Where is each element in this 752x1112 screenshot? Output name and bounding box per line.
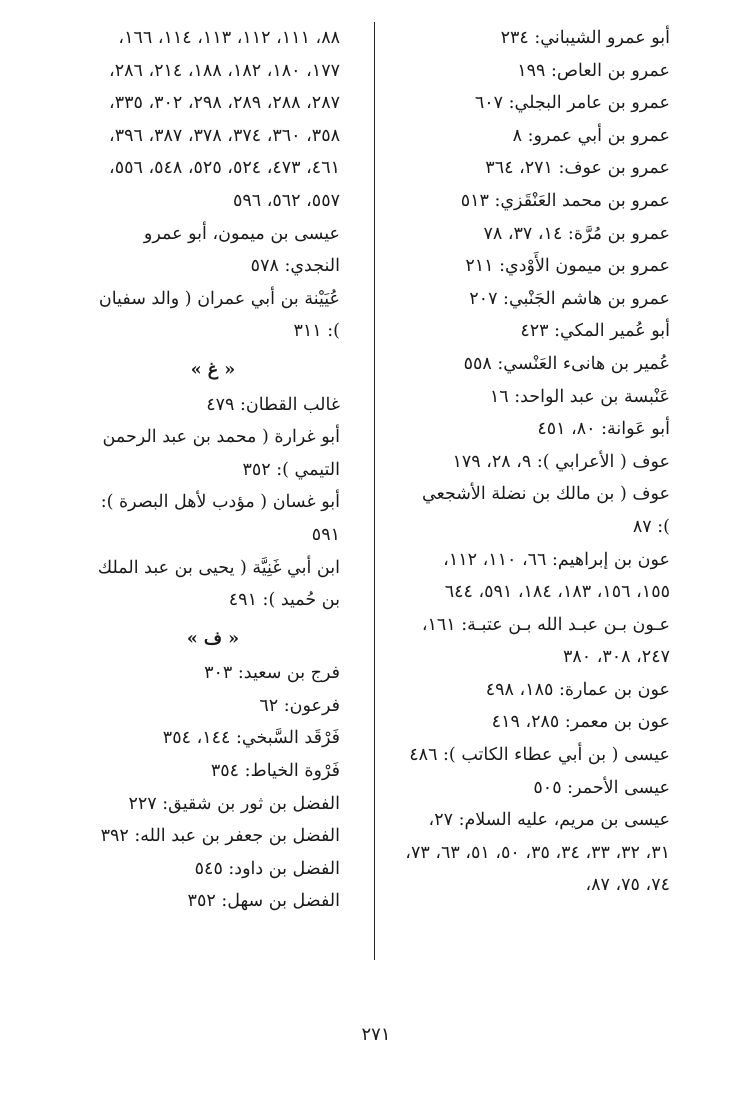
index-entry: عون بن إبراهيم: ٦٦، ١١٠، ١١٢، ١٥٥، ١٥٦، ١٨٣، ١٨٤، ٥٩١، ٦٤٤ [443, 549, 670, 603]
index-entry: فَرْوة الخياط: ٣٥٤ [210, 761, 340, 782]
index-entry: عمرو بن أبي عمرو: ٨ [512, 125, 670, 146]
letter-heading-ghain: « غ » [190, 359, 236, 380]
index-entry: عمرو بن مُرَّة: ١٤، ٣٧، ٧٨ [483, 223, 670, 244]
index-entry: الفضل بن ثور بن شقيق: ٢٢٧ [128, 793, 340, 814]
index-entry: الفضل بن داود: ٥٤٥ [194, 858, 340, 879]
index-entry: عوف ( بن مالك بن نضلة الأشجعي ): ٨٧ [421, 484, 670, 537]
index-entry: عيسى الأحمر: ٥٠٥ [533, 777, 670, 798]
index-entry: عُمير بن هانىء العَنْسي: ٥٥٨ [463, 353, 670, 374]
index-entry: عمرو بن عوف: ٢٧١، ٣٦٤ [485, 158, 670, 179]
page-number: ٢٧١ [361, 1024, 391, 1045]
index-entry: الفضل بن جعفر بن عبد الله: ٣٩٢ [100, 826, 340, 847]
index-entry: عمرو بن محمد العَنْقَزي: ٥١٣ [460, 190, 670, 211]
index-entry: عـون بـن عبـد الله بـن عتبـة: ١٦١، ٢٤٧، ٣٠٨، ٣٨٠ [421, 614, 670, 668]
index-column-left [86, 22, 340, 918]
index-entry: عمرو بن ميمون الأَوْدي: ٢١١ [465, 256, 670, 277]
index-entry: عمرو بن هاشم الجَنْبي: ٢٠٧ [469, 288, 670, 309]
index-entry: ابن أبي غَنِيَّة ( يحيى بن عبد الملك بن حُميد ): ٤٩١ [97, 557, 340, 611]
index-entry: أبو عَوانة: ٨٠، ٤٥١ [537, 419, 670, 440]
index-column-right [404, 22, 670, 902]
index-entry: فرعون: ٦٢ [259, 695, 340, 716]
index-entry: فرج بن سعيد: ٣٠٣ [204, 663, 340, 684]
letter-heading-fa: « ف » [186, 628, 240, 649]
index-entry: عمرو بن عامر البجلي: ٦٠٧ [474, 93, 670, 114]
index-entry: عون بن عمارة: ١٨٥، ٤٩٨ [485, 679, 670, 700]
index-entry: عيسى بن مريم، عليه السلام: ٢٧، ٣١، ٣٢، ٣٣، ٣٤، ٣٥، ٥٠، ٥١، ٦٣، ٧٣، ٧٤، ٧٥، ٨٧، [405, 810, 670, 896]
index-entry: أبو عمرو الشيباني: ٢٣٤ [500, 28, 670, 48]
index-entry: عون بن معمر: ٢٨٥، ٤١٩ [491, 712, 670, 733]
index-entry: أبو غرارة ( محمد بن عبد الرحمن التيمي ): ٣٥٢ [102, 427, 340, 480]
column-divider [374, 22, 375, 960]
index-entry: فَرْقَد السَّبخي: ١٤٤، ٣٥٤ [162, 728, 340, 749]
index-entry: أبو غسان ( مؤدب لأهل البصرة ): ٥٩١ [100, 492, 340, 545]
index-entry: عُيَيْنة بن أبي عمران ( والد سفيان ): ٣١١ [98, 288, 340, 342]
index-entry: عيسى ( بن أبي عطاء الكاتب ): ٤٨٦ [409, 745, 670, 766]
index-entry: الفضل بن سهل: ٣٥٢ [187, 891, 340, 912]
index-entry: أبو عُمير المكي: ٤٢٣ [520, 321, 670, 342]
index-entry: عوف ( الأعرابي ): ٩، ٢٨، ١٧٩ [452, 451, 670, 472]
index-entry: عمرو بن العاص: ١٩٩ [517, 60, 670, 81]
index-entry: عيسى بن ميمون، أبو عمرو النجدي: ٥٧٨ [143, 223, 340, 277]
index-entry: عَنْبسة بن عبد الواحد: ١٦ [489, 386, 670, 407]
index-entry: غالب القطان: ٤٧٩ [206, 394, 340, 415]
index-entry: ٨٨، ١١١، ١١٢، ١١٣، ١١٤، ١٦٦، ١٧٧، ١٨٠، ١٨٢، ١٨٨، ٢١٤، ٢٨٦، ٢٨٧، ٢٨٨، ٢٨٩، ٢٩٨، ٣٠٢، ٣٣٥، ٣٥٨، ٣٦٠، ٣٧٤، ٣٧٨، ٣٨٧، ٣٩٦، ٤٦١، ٤٧٣، ٥٢٤، ٥٢٥، ٥٤٨، ٥٥٦، ٥٥٧، ٥٦٢، ٥٩٦ [109, 28, 340, 211]
